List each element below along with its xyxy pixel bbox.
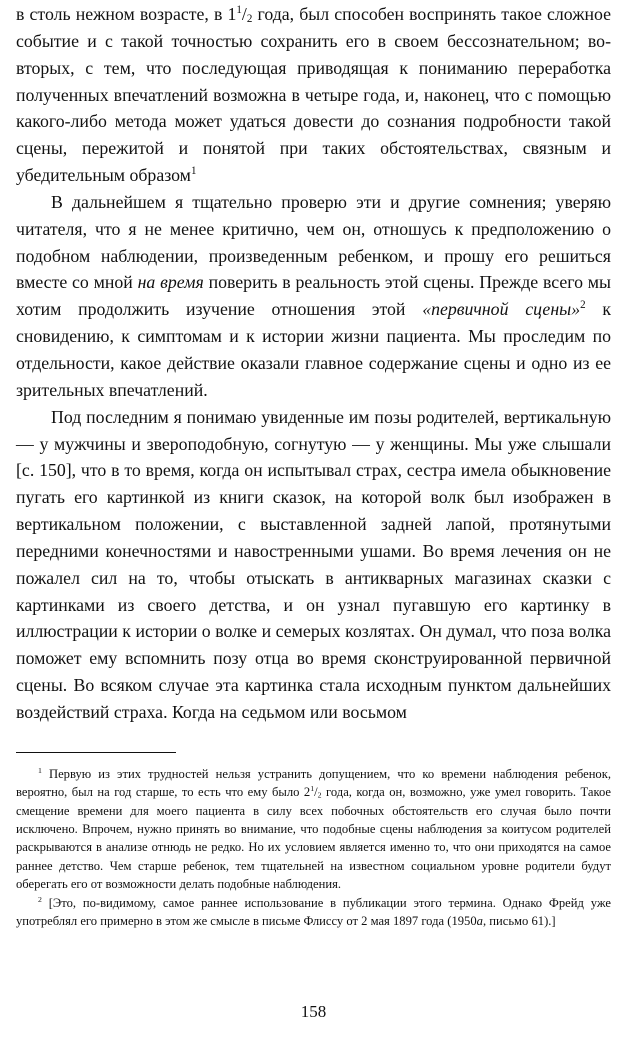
footnote-mark-1: 1 (38, 765, 42, 775)
main-text (16, 1, 611, 726)
fraction-numerator: 1 (236, 3, 242, 16)
page-number: 158 (300, 1002, 327, 1021)
footnote-ref-1[interactable]: 1 (190, 164, 197, 177)
footnote-1: $^1$ Первую из этих трудностей нельзя устранить допущением, что ко времени наблюдения ребенок, вероятно, был на год старше, то есть что ему было $2^1/_2$ года, когда он, возможно, уже умел говорить. Такое смещение времени для моего пациента в силу всех побочных обстоятельств его случая было почти исключено. Впрочем, нужно принять во внимание, что подобные сцены наблюдения за коитусом родителей раскрываются в анализе отнюдь не редко. Но их условием является именно то, что они приходятся на самое раннее детство. Чем старше ребенок, тем тщательней на известном социальном уровне родители будут оберегать его от возможности делать подобные наблюдения. (16, 765, 611, 892)
footnote-2: $^2$ [Это, по-видимому, самое раннее использование в публикации этого термина. Однако Фрейд уже употреблял его примерно в этом же смысле в письме Флиссу от 2 мая 1897 года (1950a, письмо 61).] (16, 894, 611, 929)
italic-term: «первичной сцены» (422, 299, 581, 320)
footnote-divider (16, 752, 176, 753)
paragraph-3: Под последним я понимаю увиденные им позы родителей, вертикальную — у мужчины и звероподобную, согнутую — у женщины. Мы уже слышали [с. 150], что в то время, когда он испытывал страх, сестра имела обыкновение пугать его картинкой из книги сказок, на которой волк был изображен в вертикальном положении, с выставленной задней лапой, протянутыми передними конечностями и навостренными ушами. Во время лечения он не пожалел сил на то, чтобы отыскать в антикварных магазинах сказки с картинками из своего детства, и он узнал пугавшую его картинку в иллюстрации к истории о волке и семерых козлятах. Он думал, что поза волка поможет ему вспомнить позу отца во время сконструированной первичной сцены. Во всяком случае эта картинка стала исходным пунктом дальнейших воздействий страха. Когда на седьмом или восьмом (16, 406, 611, 722)
footnotes (16, 765, 611, 931)
book-page (16, 0, 611, 1038)
fraction-denominator: 2 (246, 13, 253, 26)
paragraph-1: в столь нежном возрасте, в $1^1/_2$ года, был способен воспринять такое сложное событие и с такой точностью сохранить его в своем бессознательном; во-вторых, с тем, что последующая приводящая к пониманию переработка полученных впечатлений возможна в четыре года, и, наконец, что с помощью какого-либо метода может удаться довести до сознания подробности такой сцены, пережитой и понятой при таких обстоятельствах, связным и убедительным образом$^1$ (16, 3, 611, 186)
footnote-mark-2: 2 (38, 894, 42, 904)
footnote-ref-2[interactable]: 2 (580, 299, 586, 312)
paragraph-2: В дальнейшем я тщательно проверю эти и другие сомнения; уверяю читателя, что я не менее критично, чем он, отношусь к предположению о подобном наблюдении, произведенным ребенком, и прошу его решиться вместе со мной на время поверить в реальность этой сцены. Прежде всего мы хотим продолжить изучение отношения этой «первичной сцены»$^2$ к сновидению, к симптомам и к истории жизни пациента. Мы проследим по отдельности, какое действие оказали главное содержание сцены и одно из ее зрительных впечатлений. (16, 191, 611, 400)
italic-phrase: на время (137, 272, 204, 293)
